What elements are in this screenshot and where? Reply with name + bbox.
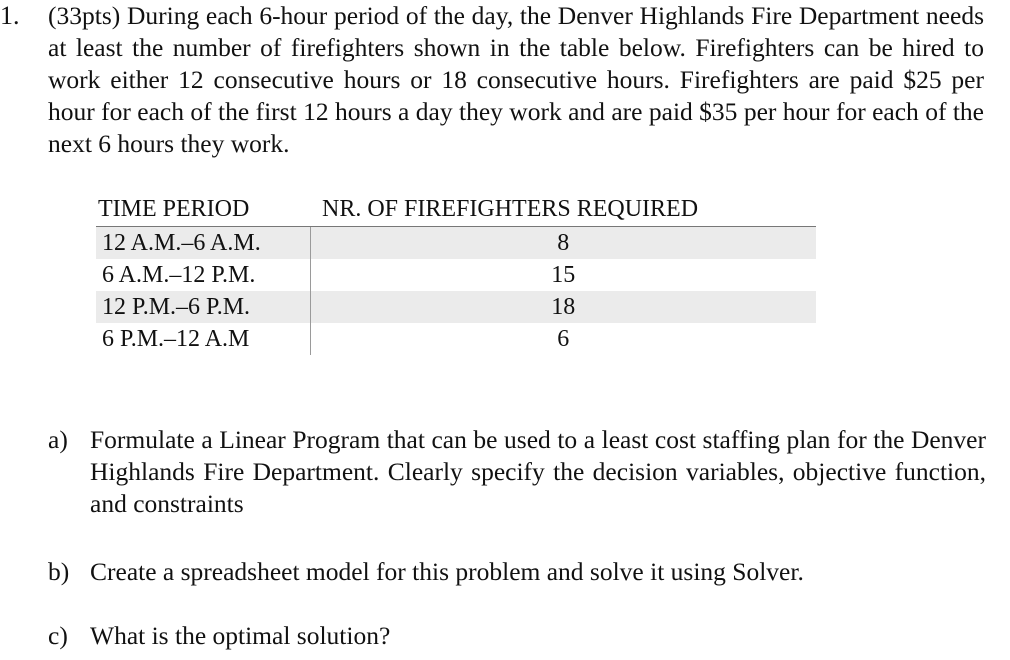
required-count-cell: 18 xyxy=(310,291,816,323)
problem-number: 1. xyxy=(0,1,20,30)
question-a-label: a) xyxy=(48,425,68,454)
question-a-text: Formulate a Linear Program that can be used to a least cost staffing plan for the Denver Highlands Fire Department. Clearly specify the decision variables, objective function, and constraints xyxy=(90,425,986,518)
question-c-label: c) xyxy=(48,621,68,650)
table-row xyxy=(96,323,816,355)
question-b-text: Create a spreadsheet model for this problem and solve it using Solver. xyxy=(90,557,804,586)
table-row xyxy=(96,227,816,260)
problem-text: (33pts) During each 6-hour period of the day, the Denver Highlands Fire Department needs at least the number of firefighters shown in the table below. Firefighters can be hired to work either 12 consecutive hours or 18 consecutive hours. Firefighters are paid $25 per hour for each of the first 12 hours a day they work and are paid $35 per hour for each of the next 6 hours they work. xyxy=(48,1,984,158)
table-row xyxy=(96,291,816,323)
header-time-period: TIME PERIOD xyxy=(96,192,310,227)
required-count-cell: 6 xyxy=(557,325,570,352)
question-c xyxy=(48,620,988,654)
required-count-cell: 8 xyxy=(310,227,816,260)
required-count-cell: 15 xyxy=(551,261,576,288)
question-b-label: b) xyxy=(48,557,70,586)
question-a xyxy=(48,424,988,524)
time-period-cell: 12 A.M.–6 A.M. xyxy=(96,227,310,260)
table-row xyxy=(96,259,816,291)
table-header-row xyxy=(96,192,816,227)
time-period-cell: 12 P.M.–6 P.M. xyxy=(96,291,310,323)
question-c-text: What is the optimal solution? xyxy=(90,621,391,650)
question-b xyxy=(48,556,988,590)
time-period-cell: 6 A.M.–12 P.M. xyxy=(96,259,310,291)
time-period-cell: 6 P.M.–12 A.M xyxy=(96,323,310,355)
staffing-requirements-table xyxy=(96,192,816,355)
header-firefighters-required: NR. OF FIREFIGHTERS REQUIRED xyxy=(310,192,816,227)
